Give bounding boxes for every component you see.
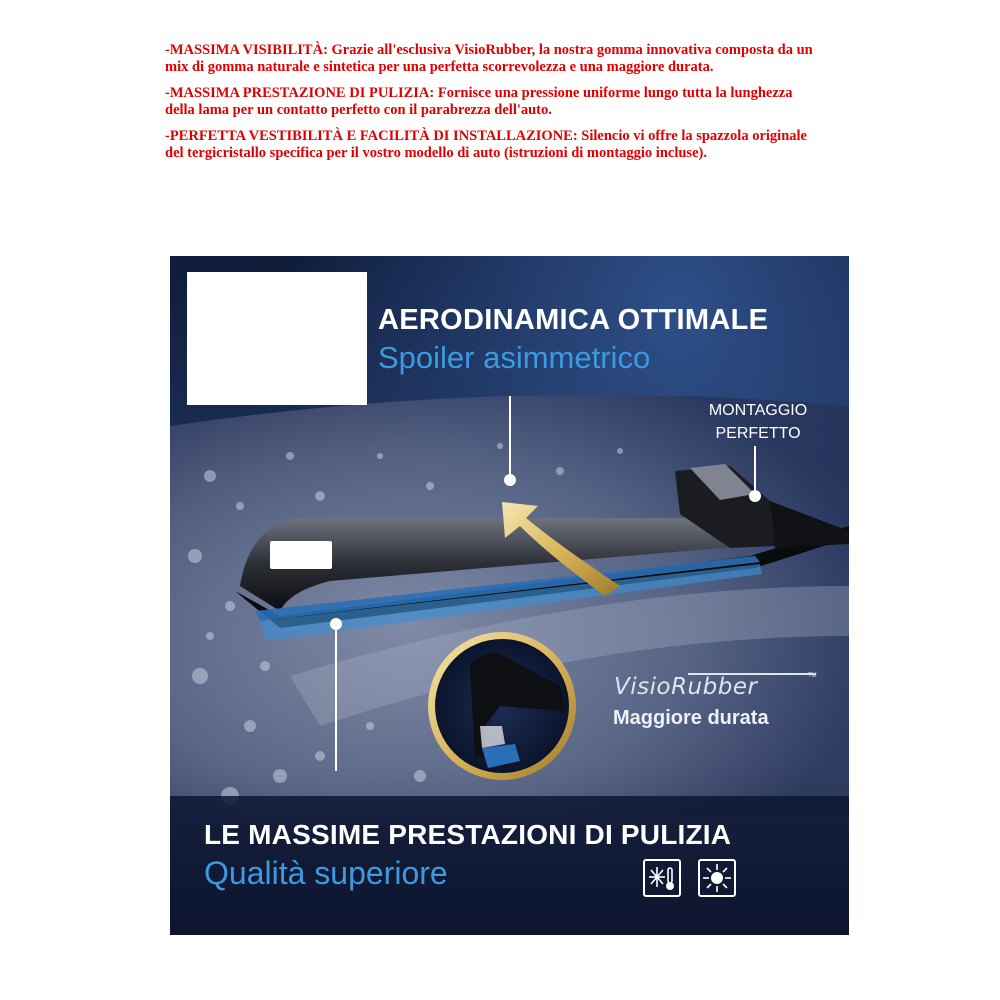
product-banner (170, 256, 849, 935)
feature-visibility: -MASSIMA VISIBILITÀ: Grazie all'esclusiva VisioRubber, la nostra gomma innovativa composta da un mix di gomma naturale e sintetica per una perfetta scorrevolezza e una maggiore durata. (165, 42, 813, 75)
banner-title: AERODINAMICA OTTIMALE (378, 304, 769, 336)
banner-subtitle: Spoiler asimmetrico (378, 340, 651, 375)
mount-label: MONTAGGIO PERFETTO (708, 402, 808, 442)
feature-fit: -PERFETTA VESTIBILITÀ E FACILITÀ DI INSTALLAZIONE: Silencio vi offre la spazzola originale del tergicristallo specifica per il vostro modello di auto (istruzioni di montaggio incluse). (165, 128, 807, 161)
logo-placeholder (187, 272, 367, 405)
bottom-title: LE MASSIME PRESTAZIONI DI PULIZIA (204, 819, 732, 850)
durability-label: Maggiore durata (613, 707, 769, 729)
visiorubber-logo: VisioRubber (614, 674, 758, 700)
trademark-mark: TM (808, 673, 817, 679)
product-description (165, 42, 825, 171)
feature-cleaning: -MASSIMA PRESTAZIONE DI PULIZIA: Fornisce una pressione uniforme lungo tutta la lunghezza della lama per un contatto perfetto con il parabrezza dell'auto. (165, 85, 793, 118)
uv-sun-icon (698, 859, 736, 897)
blade-label-placeholder (270, 541, 332, 569)
bottom-subtitle: Qualità superiore (204, 855, 448, 891)
snowflake-thermometer-icon (643, 859, 681, 897)
